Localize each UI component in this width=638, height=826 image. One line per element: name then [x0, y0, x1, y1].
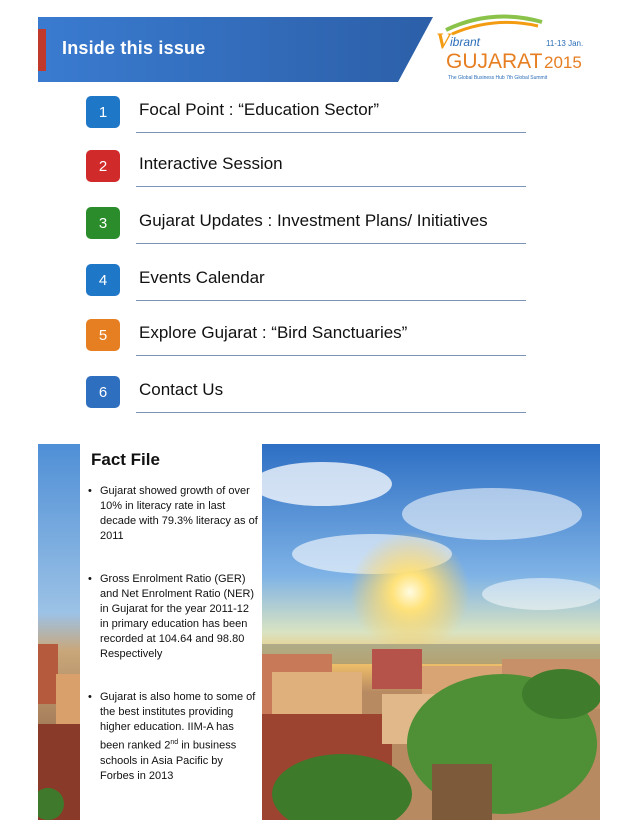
svg-text:2015: 2015	[544, 53, 582, 72]
toc-label: Interactive Session	[139, 154, 283, 173]
toc-label: Events Calendar	[139, 268, 265, 287]
toc-item-2[interactable]	[86, 150, 526, 190]
divider	[136, 132, 526, 133]
toc-label: Explore Gujarat : “Bird Sanctuaries”	[139, 323, 408, 342]
toc-label: Contact Us	[139, 380, 224, 399]
svg-text:The Global Business Hub 7th Gl: The Global Business Hub 7th Global Summit	[448, 75, 548, 81]
fact-item: • Gujarat is also home to some of the best institutes providing higher education. IIM-A has been ranked 2nd in business schools in Asia Pacific by Forbes in 2013	[88, 690, 260, 784]
toc-number-badge: 1	[86, 96, 120, 128]
toc-number-badge: 5	[86, 319, 120, 351]
toc-number-badge: 4	[86, 264, 120, 296]
cityscape-image-strip	[38, 444, 82, 820]
svg-text:GUJARAT: GUJARAT	[446, 50, 543, 73]
toc-number-badge: 6	[86, 376, 120, 408]
divider	[136, 300, 526, 301]
svg-text:V: V	[436, 28, 451, 53]
fact-item: • Gujarat showed growth of over 10% in literacy rate in last decade with 79.3% literacy as of 2011	[88, 484, 260, 544]
fact-file-title: Fact File	[91, 450, 160, 469]
divider	[136, 355, 526, 356]
svg-text:ibrant: ibrant	[450, 35, 481, 49]
toc-label: Focal Point : “Education Sector”	[139, 100, 380, 119]
fact-item: • Gross Enrolment Ratio (GER) and Net Enrolment Ratio (NER) in Gujarat for the year 2011-12 in primary education has been recorded at 104.64 and 98.80 Respectively	[88, 572, 260, 662]
vibrant-gujarat-logo	[432, 12, 592, 98]
toc-item-4[interactable]	[86, 264, 526, 304]
divider	[136, 243, 526, 244]
toc-item-6[interactable]	[86, 376, 526, 416]
page-title: Inside this issue	[62, 38, 206, 58]
divider	[136, 186, 526, 187]
toc-number-badge: 3	[86, 207, 120, 239]
toc-item-1[interactable]	[86, 96, 526, 136]
svg-text:11-13 Jan.: 11-13 Jan.	[546, 39, 584, 48]
toc-item-5[interactable]	[86, 319, 526, 359]
city-sunset-photo	[262, 444, 600, 820]
toc-item-3[interactable]	[86, 207, 526, 247]
toc-number-badge: 2	[86, 150, 120, 182]
toc-label: Gujarat Updates : Investment Plans/ Initiatives	[139, 211, 488, 230]
divider	[136, 412, 526, 413]
fact-list	[88, 484, 260, 784]
